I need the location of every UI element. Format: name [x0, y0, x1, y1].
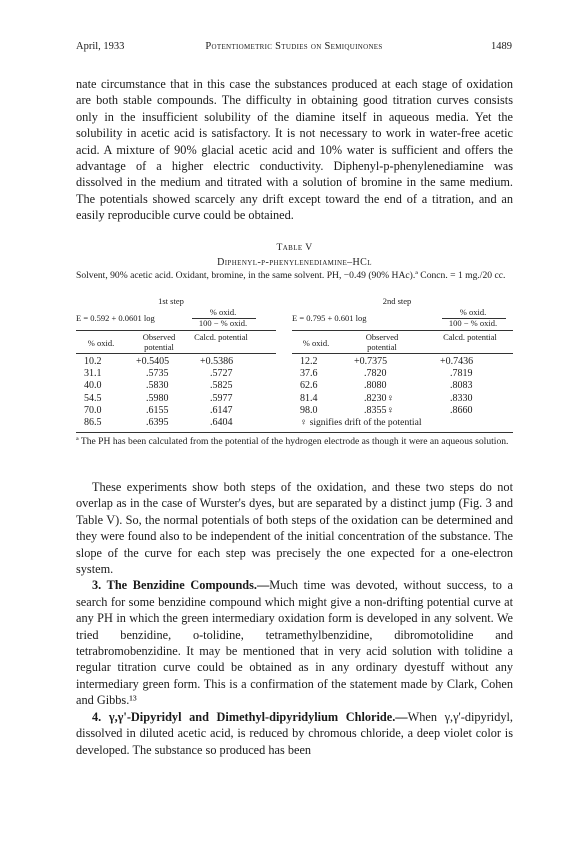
cell-observed: .5735 [146, 368, 169, 380]
section-4-heading [76, 710, 408, 724]
table-right-half [292, 297, 514, 427]
para2-intro: These experiments show both steps of the oxidation, and these two steps do not overlap as in the case of Wurster's dyes, but are separated by a distinct jump (Fig. 3 and Table V). So, the normal potentials of both steps of the oxidation can be determined and they were found also to be independent of the initial concentration of the substance. The slope of the curve for each step was precisely the one expected for a one-electron system. [76, 480, 513, 577]
cell-oxid: 81.4 [300, 392, 318, 404]
cell-observed: .5830 [146, 380, 169, 392]
section-3-body: Much time was devoted, without success, to a search for some benzidine compound which might give a non-drifting potential curve at any PH in which the green intermediary oxidation form is developed in any solvent. We tried benzidine, o-tolidine, tetramethylbenzidine, dibromotolidine and tetrabromobenzidine. It may be mentioned that in very acid solution with tolidine a regular titration curve could be obtained as in any ordinary dyestuff without any intermediary green form. This is a confirmation of the statement made by Clark, Cohen and Gibbs.¹³ [76, 578, 513, 708]
cell-observed: .5980 [146, 392, 169, 404]
col-oxid-left: % oxid. [87, 338, 115, 348]
cell-oxid: 10.2 [84, 356, 102, 367]
header-title: Potentiometric Studies on Semiquinones [205, 41, 383, 52]
col-observed-left: Observed potential [142, 332, 176, 352]
column-rule-right [292, 353, 513, 354]
cell-oxid: 86.5 [84, 417, 102, 428]
cell-observed: .8230♀ [364, 392, 394, 404]
col-observed-right: Observed potential [365, 332, 399, 352]
section-3-heading [76, 578, 269, 592]
cell-observed: .6155 [146, 404, 169, 416]
cell-calcd: +0.5386 [200, 356, 234, 367]
cell-calcd: .8083 [450, 380, 473, 392]
table-conditions: Solvent, 90% acetic acid. Oxidant, bromine, in the same solvent. PH, −0.49 (90% HAc).ª Concn. = 1 mg./20 cc. [76, 270, 506, 281]
cell-oxid: 31.1 [84, 368, 102, 380]
cell-calcd: +0.7436 [440, 356, 474, 367]
formula-right: E = 0.795 + 0.601 log [292, 313, 367, 323]
table-left-half [76, 297, 286, 427]
cell-oxid: 62.6 [300, 380, 318, 392]
fraction-denominator-left: 100 − % oxid. [198, 318, 248, 328]
column-rule-left [76, 353, 276, 354]
col-oxid-right: % oxid. [302, 338, 330, 348]
cell-observed: .8355♀ [364, 404, 394, 416]
step-label-left: 1st step [158, 296, 184, 306]
cell-calcd: .7819 [450, 368, 473, 380]
cell-oxid: 70.0 [84, 404, 102, 416]
formula-left: E = 0.592 + 0.0601 log [76, 313, 155, 323]
section-4-body: When γ,γ'-dipyridyl, dissolved in diluted acetic acid, is reduced by chromous chloride, a deep violet color is developed. The substance so produced has been [76, 709, 513, 757]
cell-calcd: .6404 [210, 417, 233, 428]
cell-calcd: .5825 [210, 380, 233, 392]
table-title: Diphenyl-p-phenylenediamine–HCl [217, 257, 372, 268]
header-rule-right [292, 330, 513, 331]
fraction-denominator-right: 100 − % oxid. [448, 318, 498, 328]
cell-calcd: .6147 [210, 404, 233, 416]
header-date: April, 1933 [76, 41, 125, 52]
cell-oxid: 37.6 [300, 368, 318, 380]
col-calcd-right: Calcd. potential [443, 332, 497, 342]
cell-observed: .6395 [146, 417, 169, 428]
table-bottom-rule [76, 432, 513, 433]
cell-oxid: 54.5 [84, 392, 102, 404]
cell-observed: +0.5405 [136, 356, 170, 367]
header-rule-left [76, 330, 276, 331]
table-footnote: ª The PH has been calculated from the potential of the hydrogen electrode as though it were an aqueous solution. [76, 436, 509, 447]
cell-oxid: 40.0 [84, 380, 102, 392]
section-3-title: 3. The Benzidine Compounds.— [92, 578, 270, 593]
body-paragraph-2 [76, 479, 513, 758]
fraction-numerator-left: % oxid. [209, 307, 237, 317]
cell-calcd: .8330 [450, 392, 473, 404]
cell-calcd: .5977 [210, 392, 233, 404]
cell-oxid: 98.0 [300, 404, 318, 416]
cell-observed: .8080 [364, 380, 387, 392]
cell-oxid: 12.2 [300, 356, 318, 367]
step-label-right: 2nd step [382, 296, 412, 306]
body-paragraph-1: nate circumstance that in this case the substances produced at each stage of oxidation are both stable compounds. The difficulty in obtaining good titration curves consists only in the insufficient solubility of the diamine itself in aqueous media. Yet the solubility in acetic acid is satisfactory. It is not necessary to work in water-free acetic acid. A mixture of 90% glacial acetic acid and 10% water is sufficient and offers the advantage of a higher electric conductivity. Diphenyl-p-phenylenediamine was dissolved in the medium and titrated with a solution of bromine in the same medium. The potentials showed scarcely any drift except toward the end of a titration, and an easily reproducible curve could be obtained. [76, 77, 513, 223]
cell-calcd: .5727 [210, 368, 233, 380]
running-head [76, 41, 512, 55]
cell-calcd: .8660 [450, 404, 473, 416]
page-number: 1489 [491, 41, 512, 52]
col-calcd-left: Calcd. potential [194, 332, 248, 342]
cell-observed: +0.7375 [354, 356, 388, 367]
section-4-title: 4. γ,γ'-Dipyridyl and Dimethyl-dipyridylium Chloride.— [92, 709, 408, 724]
fraction-numerator-right: % oxid. [459, 307, 487, 317]
table-label: Table V [276, 242, 313, 253]
drift-note: ♀ signifies drift of the potential [300, 417, 422, 428]
cell-observed: .7820 [364, 368, 387, 380]
